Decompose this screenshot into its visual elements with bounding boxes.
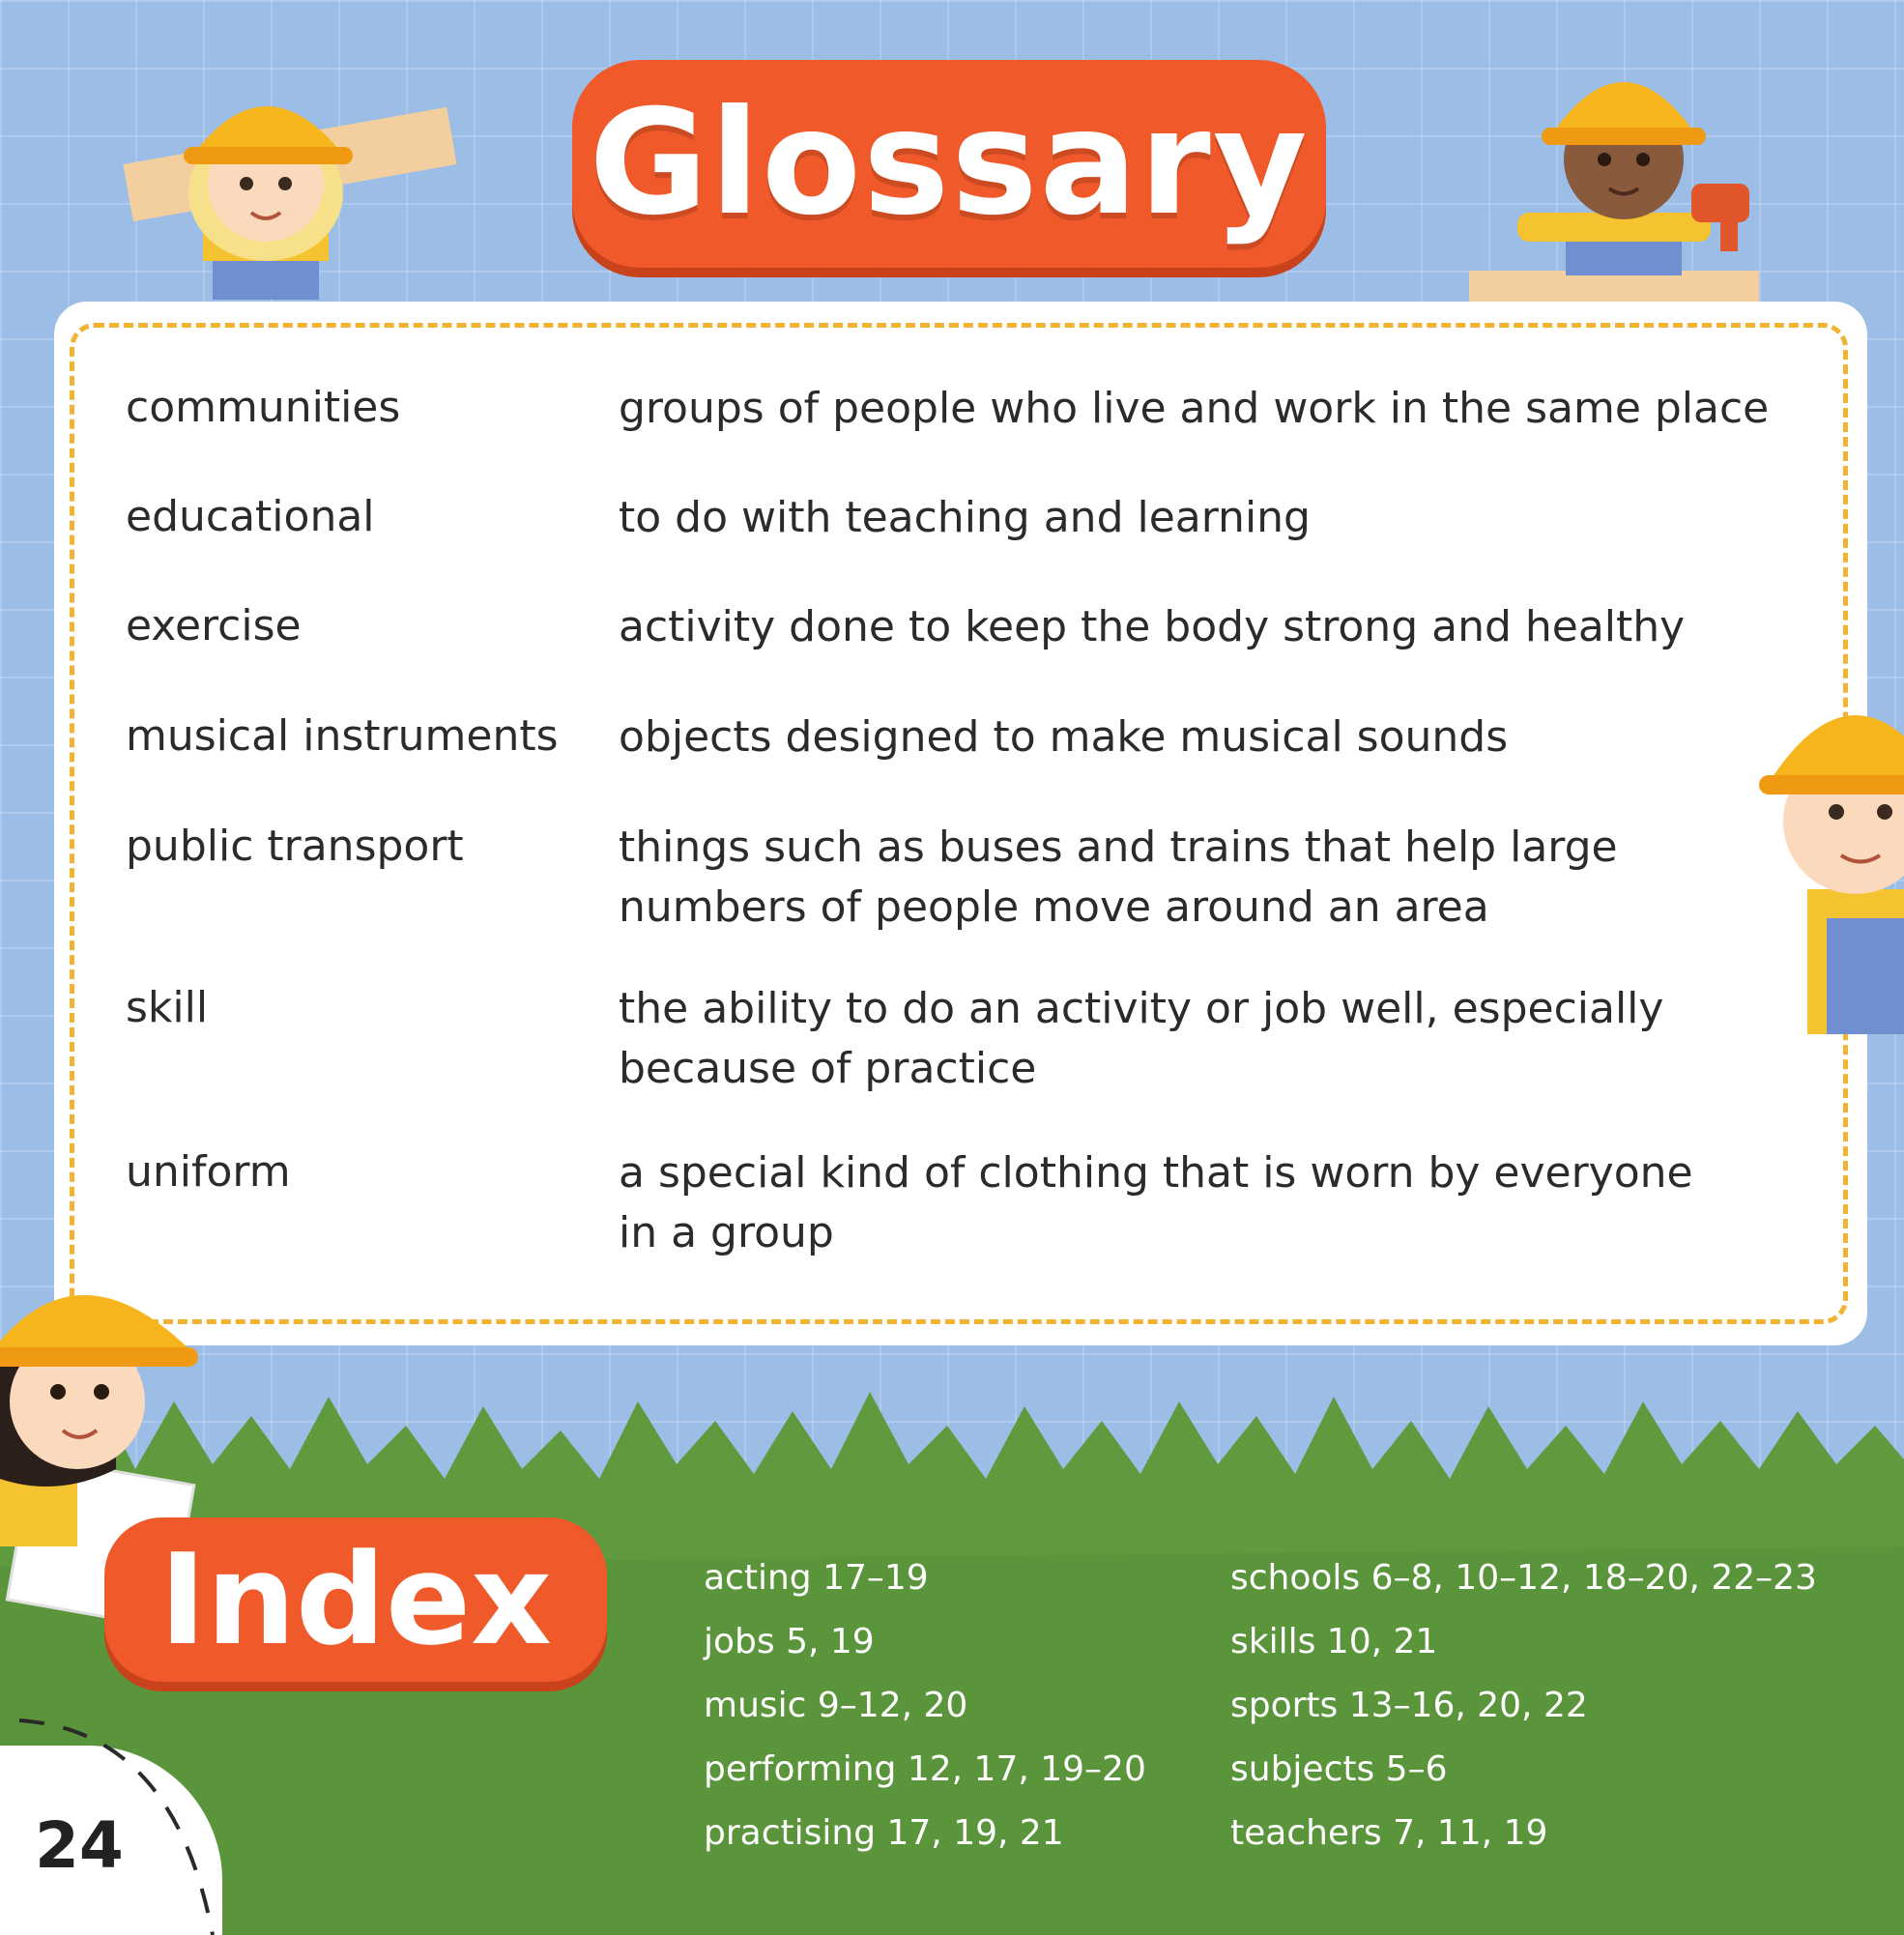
glossary-term: skill (126, 983, 209, 1032)
glossary-term: public transport (126, 822, 464, 871)
builder-boy-with-drill-illustration (1459, 29, 1778, 309)
glossary-term: uniform (126, 1147, 291, 1197)
index-title: Index (159, 1526, 552, 1673)
index-entry: practising 17, 19, 21 (704, 1813, 1064, 1853)
glossary-term: educational (126, 492, 375, 541)
glossary-definition: a special kind of clothing that is worn by everyone in a group (619, 1148, 1693, 1257)
index-entry: schools 6–8, 10–12, 18–20, 22–23 (1230, 1558, 1817, 1598)
glossary-term: communities (126, 383, 401, 432)
index-right-column (1230, 1546, 1817, 1865)
index-entry: teachers 7, 11, 19 (1230, 1813, 1548, 1853)
index-left-column (704, 1546, 1146, 1865)
glossary-definition: activity done to keep the body strong and healthy (619, 602, 1686, 651)
index-entry: skills 10, 21 (1230, 1622, 1438, 1661)
glossary-term: exercise (126, 601, 302, 650)
glossary-title: Glossary (589, 79, 1310, 247)
index-entry: jobs 5, 19 (704, 1622, 875, 1661)
index-entry: subjects 5–6 (1230, 1749, 1448, 1789)
glossary-definition: the ability to do an activity or job well, especially because of practice (619, 984, 1664, 1093)
builder-girl-with-plank-illustration (116, 39, 464, 300)
index-entry: performing 12, 17, 19–20 (704, 1749, 1146, 1789)
glossary-definition: groups of people who live and work in the same place (619, 384, 1770, 433)
index-entry: acting 17–19 (704, 1558, 929, 1598)
page-number: 24 (35, 1808, 124, 1883)
glossary-term: musical instruments (126, 711, 559, 761)
index-entry: sports 13–16, 20, 22 (1230, 1686, 1588, 1725)
glossary-definition: to do with teaching and learning (619, 493, 1311, 542)
index-entry: music 9–12, 20 (704, 1686, 968, 1725)
builder-peeking-right-illustration (1749, 667, 1904, 1034)
glossary-definition: things such as buses and trains that help large numbers of people move around an area (619, 823, 1618, 932)
glossary-definition: objects designed to make musical sounds (619, 712, 1509, 762)
